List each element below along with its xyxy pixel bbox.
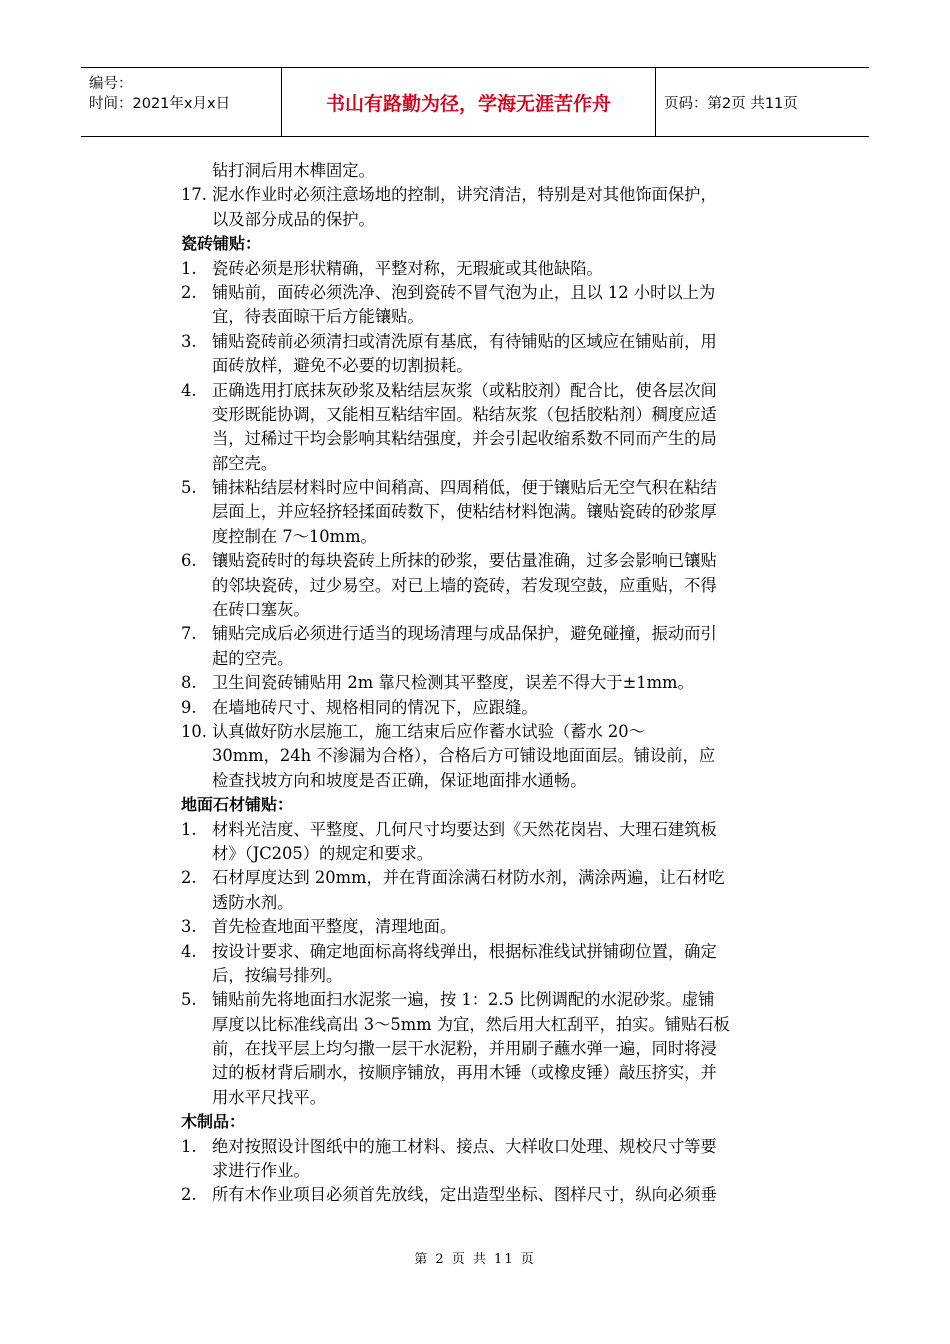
text-line <box>181 1183 807 1207</box>
list-number: 5. <box>181 478 197 498</box>
list-number: 1. <box>181 819 197 839</box>
list-number: 3. <box>181 917 197 937</box>
list-number: 3. <box>181 331 197 351</box>
list-number: 6. <box>181 551 197 571</box>
line-text: 瓷砖必须是形状精确，平整对称，无瑕疵或其他缺陷。 <box>212 258 603 278</box>
line-text: 铺贴前先将地面扫水泥浆一遍，按 1：2.5 比例调配的水泥砂浆。虚铺 <box>212 990 715 1010</box>
text-line <box>181 940 807 964</box>
line-text: 正确选用打底抹灰砂浆及粘结层灰浆（或粘胶剂）配合比，使各层次间 <box>212 380 717 400</box>
text-line <box>181 744 807 768</box>
text-line <box>181 1086 807 1110</box>
line-text: 所有木作业项目必须首先放线，定出造型坐标、图样尺寸，纵向必须垂 <box>212 1185 717 1205</box>
list-number: 7. <box>181 624 197 644</box>
text-line <box>181 866 807 890</box>
text-line <box>181 379 807 403</box>
list-number: 2. <box>181 868 197 888</box>
document-body <box>181 159 807 1208</box>
line-text: 镶贴瓷砖时的每块瓷砖上所抹的砂浆，要估量准确，过多会影响已镶贴 <box>212 551 717 571</box>
line-text: 以及部分成品的保护。 <box>212 209 375 229</box>
line-text: 过的板材背后刷水，按顺序铺放，再用木锤（或橡皮锤）敲压挤实，并 <box>212 1063 717 1083</box>
line-text: 前，在找平层上均匀撒一层干水泥粉，并用刷子蘸水弹一遍，同时将浸 <box>212 1039 717 1059</box>
line-text: 求进行作业。 <box>212 1161 310 1181</box>
text-line <box>181 842 807 866</box>
list-number: 10. <box>181 721 207 741</box>
text-line <box>181 500 807 524</box>
line-text: 用水平尺找平。 <box>212 1087 326 1107</box>
line-text: 铺贴瓷砖前必须清扫或清洗原有基底，有待铺贴的区域应在铺贴前，用 <box>212 331 717 351</box>
text-line <box>181 574 807 598</box>
line-text: 起的空壳。 <box>212 648 294 668</box>
document-number-label: 编号： <box>89 76 133 92</box>
line-text: 泥水作业时必须注意场地的控制，讲究清洁，特别是对其他饰面保护， <box>212 185 717 205</box>
list-number: 4. <box>181 380 197 400</box>
text-line <box>181 281 807 305</box>
section-heading: 木制品： <box>181 1112 246 1132</box>
line-text: 材》（JC205）的规定和要求。 <box>212 843 434 863</box>
line-text: 铺贴前，面砖必须洗净、泡到瓷砖不冒气泡为止，且以 12 小时以上为 <box>212 282 716 302</box>
text-line <box>181 159 807 183</box>
text-line <box>181 1037 807 1061</box>
list-number: 5. <box>181 990 197 1010</box>
document-time: 时间：2021年x月x日 <box>89 96 231 112</box>
text-line <box>181 1159 807 1183</box>
list-number: 8. <box>181 673 197 693</box>
text-line <box>181 964 807 988</box>
line-text: 认真做好防水层施工，施工结束后应作蓄水试验（蓄水 20～ <box>212 721 645 741</box>
text-line <box>181 525 807 549</box>
line-text: 的邻块瓷砖，过少易空。对已上墙的瓷砖，若发现空鼓，应重贴，不得 <box>212 575 717 595</box>
text-line <box>181 305 807 329</box>
line-text: 层面上，并应轻挤轻揉面砖数下，使粘结材料饱满。镶贴瓷砖的砂浆厚 <box>212 502 717 522</box>
section-heading: 瓷砖铺贴： <box>181 234 262 254</box>
line-text: 石材厚度达到 20mm，并在背面涂满石材防水剂，满涂两遍，让石材吃 <box>212 868 725 888</box>
text-line <box>181 671 807 695</box>
text-line <box>181 1061 807 1085</box>
list-number: 4. <box>181 941 197 961</box>
line-text: 材料光洁度、平整度、几何尺寸均要达到《天然花岗岩、大理石建筑板 <box>212 819 717 839</box>
text-line <box>181 720 807 744</box>
line-text: 首先检查地面平整度，清理地面。 <box>212 917 457 937</box>
text-line <box>181 549 807 573</box>
text-line <box>181 403 807 427</box>
line-text: 卫生间瓷砖铺贴用 2m 靠尺检测其平整度，误差不得大于±1mm。 <box>212 673 694 693</box>
list-number: 9. <box>181 697 197 717</box>
line-text: 后，按编号排列。 <box>212 965 343 985</box>
list-number: 17. <box>181 185 207 205</box>
text-line <box>181 354 807 378</box>
line-text: 在砖口塞灰。 <box>212 600 310 620</box>
line-text: 按设计要求、确定地面标高将线弹出，根据标准线试拼铺砌位置，确定 <box>212 941 717 961</box>
line-text: 部空壳。 <box>212 453 278 473</box>
header-meta <box>81 68 282 136</box>
line-text: 绝对按照设计图纸中的施工材料、接点、大样收口处理、规校尺寸等要 <box>212 1136 717 1156</box>
text-line <box>181 915 807 939</box>
header-page-info: 页码：第2页 共11页 <box>664 95 798 112</box>
page-footer: 第 2 页 共 11 页 <box>414 1252 536 1267</box>
line-text: 钻打洞后用木榫固定。 <box>212 161 375 180</box>
text-line <box>181 476 807 500</box>
header-motto: 书山有路勤为径，学海无涯苦作舟 <box>282 68 656 136</box>
text-line <box>181 257 807 281</box>
line-text: 铺贴完成后必须进行适当的现场清理与成品保护，避免碰撞，振动而引 <box>212 624 717 644</box>
text-line <box>181 769 807 793</box>
line-text: 检查找坡方向和坡度是否正确，保证地面排水通畅。 <box>212 770 587 790</box>
text-line <box>181 818 807 842</box>
list-number: 1. <box>181 258 197 278</box>
text-line <box>181 183 807 207</box>
text-line <box>181 647 807 671</box>
text-line <box>181 988 807 1012</box>
line-text: 变形既能协调，又能相互粘结牢固。粘结灰浆（包括胶粘剂）稠度应适 <box>212 404 717 424</box>
text-line <box>181 598 807 622</box>
list-number: 1. <box>181 1136 197 1156</box>
line-text: 当，过稀过干均会影响其粘结强度，并会引起收缩系数不同而产生的局 <box>212 429 717 449</box>
text-line <box>181 891 807 915</box>
section-heading: 地面石材铺贴： <box>181 795 294 815</box>
line-text: 宜，待表面晾干后方能镶贴。 <box>212 307 424 327</box>
line-text: 铺抹粘结层材料时应中间稍高、四周稍低，便于镶贴后无空气积在粘结 <box>212 478 717 498</box>
text-line <box>181 1135 807 1159</box>
text-line <box>181 452 807 476</box>
text-line <box>181 696 807 720</box>
text-line <box>181 427 807 451</box>
list-number: 2. <box>181 282 197 302</box>
text-line <box>181 622 807 646</box>
text-line <box>181 208 807 232</box>
list-number: 2. <box>181 1185 197 1205</box>
line-text: 30mm，24h 不渗漏为合格），合格后方可铺设地面面层。铺设前，应 <box>212 746 716 766</box>
page-header <box>81 67 869 137</box>
text-line <box>181 1013 807 1037</box>
line-text: 厚度以比标准线高出 3～5mm 为宜，然后用大杠刮平，拍实。铺贴石板 <box>212 1014 730 1034</box>
line-text: 在墙地砖尺寸、规格相同的情况下，应跟缝。 <box>212 697 538 717</box>
line-text: 透防水剂。 <box>212 892 294 912</box>
text-line <box>181 330 807 354</box>
line-text: 面砖放样，避免不必要的切割损耗。 <box>212 356 473 376</box>
line-text: 度控制在 7～10mm。 <box>212 526 377 546</box>
